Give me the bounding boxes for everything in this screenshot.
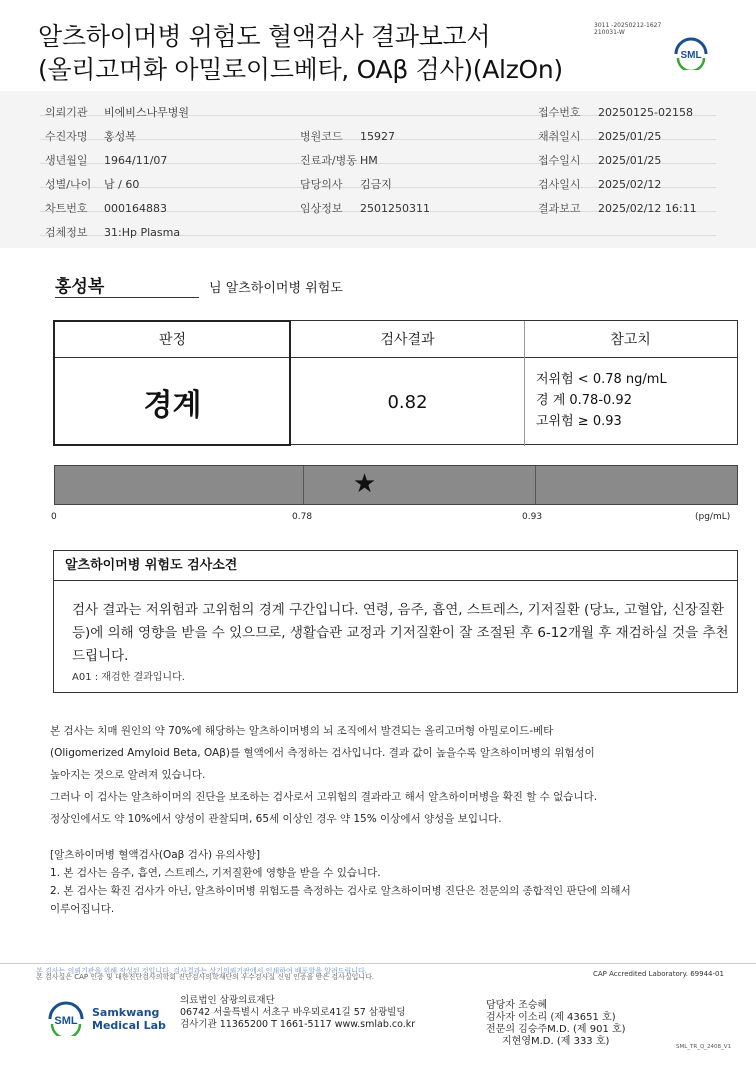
cap-accreditation: CAP Accredited Laboratory. 69944-01: [593, 970, 724, 978]
footer-brand-line: Medical Lab: [92, 1019, 166, 1032]
footer-staff-line: 지현영M.D. (제 333 호): [502, 1036, 610, 1047]
specimen-value: 31:Hp Plasma: [104, 226, 181, 239]
document-id-line2: 210031-W: [594, 29, 625, 36]
judgement-highlight-box: [53, 320, 291, 446]
receipt-no-value: 20250125-02158: [598, 106, 693, 119]
precaution-item: 이루어집니다.: [50, 903, 115, 915]
footer-address-line: 의료법인 삼광의료재단: [180, 995, 275, 1006]
sex-age-value: 남 / 60: [104, 178, 140, 191]
result-marker-star-icon: ★: [352, 469, 377, 499]
result-table: [53, 320, 738, 445]
footer-address: [180, 995, 415, 1031]
description-line: 본 검사는 치매 원인의 약 70%에 해당하는 알츠하이머병의 뇌 조직에서 발견되는 올리고머형 아밀로이드-베타: [50, 725, 554, 737]
findings-box: [53, 550, 738, 693]
institution-value: 비에비스나무병원: [104, 106, 190, 119]
institution-label: 의뢰기관: [45, 106, 88, 119]
collect-date-label: 채취일시: [538, 130, 581, 143]
judgement-header: 판정: [54, 321, 291, 358]
dept-value: HM: [360, 154, 378, 167]
footer-brand-line: Samkwang: [92, 1006, 160, 1019]
footer-disclaimer: [36, 967, 374, 982]
patient-label: 수진자명: [45, 130, 88, 143]
precautions-title: [알츠하이머병 혈액검사(Oaβ 검사) 유의사항]: [50, 849, 261, 861]
risk-scale-bar: [54, 465, 738, 505]
birth-label: 생년월일: [45, 154, 88, 167]
collect-date-value: 2025/01/25: [598, 130, 662, 143]
footer-disclaimer-line: 본 검사실은 CAP 인증 및 대한진단검사의학회 진단검사의학재단의 우수검사실 신임 인증을 받은 검사실입니다.: [36, 973, 375, 981]
reference-range-list: [536, 369, 667, 432]
footer-staff: [486, 1000, 626, 1048]
sml-footer-logo-icon: [44, 1000, 88, 1036]
report-date-value: 2025/02/12 16:11: [598, 202, 697, 215]
footer-address-line: 검사기관 11365200 T 1661-5117 www.smlab.co.kr: [180, 1019, 416, 1030]
axis-label-high-cutoff: 0.93: [522, 512, 543, 522]
axis-label-zero: 0: [51, 512, 57, 522]
test-description: [50, 720, 730, 830]
reference-border: 경 계 0.78-0.92: [536, 393, 632, 408]
receipt-no-label: 접수번호: [538, 106, 581, 119]
footer-staff-line: 전문의 김승주M.D. (제 901 호): [486, 1024, 626, 1035]
description-line: 그러나 이 검사는 알츠하이머의 진단을 보조하는 검사로서 고위험의 결과라고 해서 알츠하이머병을 확진 할 수 없습니다.: [50, 791, 598, 803]
report-date-label: 결과보고: [538, 202, 581, 215]
findings-code: A01 : 재검한 결과입니다.: [72, 672, 185, 683]
specimen-label: 검체정보: [45, 226, 88, 239]
patient-value: 홍성복: [104, 130, 136, 143]
birth-value: 1964/11/07: [104, 154, 168, 167]
result-value: 0.82: [387, 391, 428, 413]
sml-logo-text: SML: [680, 50, 702, 61]
chart-no-value: 000164883: [104, 202, 167, 215]
patient-info-panel: [0, 91, 756, 248]
sml-logo-icon: [670, 34, 712, 70]
footer-staff-line: 담당자 조승혜: [486, 1000, 548, 1011]
footer-address-line: 06742 서울특별시 서초구 바우뫼로41길 57 삼광빌딩: [180, 1007, 406, 1018]
footer-divider: [0, 963, 756, 964]
chart-no-label: 차트번호: [45, 202, 88, 215]
footer-staff-line: 검사자 이소리 (제 43651 호): [486, 1012, 616, 1023]
precaution-item: 2. 본 검사는 확진 검사가 아닌, 알츠하이머병 위험도를 측정하는 검사로 알츠하이머병 진단은 전문의의 종합적인 판단에 의해서: [50, 885, 631, 897]
dept-label: 진료과/병동: [300, 154, 357, 167]
column-divider: [524, 321, 525, 446]
doctor-value: 김금지: [360, 178, 392, 191]
findings-text: 검사 결과는 저위험과 고위험의 경계 구간입니다. 연령, 음주, 흡연, 스트레스, 기저질환 (당뇨, 고혈압, 신장질환 등)에 의해 영향을 받을 수 있으므로, 생활습관 교정과 기저질환이 잘 조절된 후 6-12개월 후 재검하실 것을 추천드립니다.: [72, 602, 729, 664]
low-cutoff-tick: [303, 466, 304, 504]
reference-high: 고위험 ≥ 0.93: [536, 414, 622, 429]
patient-name-heading: 홍성복: [55, 277, 105, 297]
sex-age-label: 성별/나이: [45, 178, 92, 191]
footer-brand: [92, 1006, 166, 1032]
sml-footer-logo-text: SML: [54, 1015, 78, 1027]
description-line: (Oligomerized Amyloid Beta, OAβ)를 혈액에서 측정하는 검사입니다. 결과 값이 높을수록 알츠하이머병의 위험성이: [50, 747, 595, 759]
precaution-item: 1. 본 검사는 음주, 흡연, 스트레스, 기저질환에 영향을 받을 수 있습니다.: [50, 867, 381, 879]
document-id: [594, 22, 661, 36]
report-title: [38, 20, 563, 86]
clinical-info-label: 임상정보: [300, 202, 343, 215]
doctor-label: 담당의사: [300, 178, 343, 191]
findings-title: 알츠하이머병 위험도 검사소견: [54, 551, 737, 581]
description-line: 정상인에서도 약 10%에서 양성이 관찰되며, 65세 이상인 경우 약 15% 이상에서 양성을 보입니다.: [50, 813, 502, 825]
document-id-line1: 3011 -20250212-1627: [594, 22, 662, 29]
footer-disclaimer-line: 본 검사는 의뢰기관을 위해 작성된 것입니다. 검사결과는 상기의뢰기관에서 인쇄하여 배포할을 알려드립니다.: [36, 967, 367, 975]
receive-date-label: 접수일시: [538, 154, 581, 167]
test-date-value: 2025/02/12: [598, 178, 662, 191]
judgement-value: 경계: [143, 388, 202, 423]
name-suffix: 님 알츠하이머병 위험도: [209, 281, 343, 296]
high-cutoff-tick: [535, 466, 536, 504]
hospital-code-label: 병원코드: [300, 130, 343, 143]
result-header: 검사결과: [291, 321, 524, 358]
reference-low: 저위험 < 0.78 ng/mL: [536, 372, 667, 387]
report-title-line1: 알츠하이머병 위험도 혈액검사 결과보고서: [38, 22, 491, 51]
reference-header: 참고치: [524, 321, 737, 358]
description-line: 높아지는 것으로 알려져 있습니다.: [50, 769, 206, 781]
axis-label-low-cutoff: 0.78: [292, 512, 313, 522]
receive-date-value: 2025/01/25: [598, 154, 662, 167]
axis-unit-label: (pg/mL): [695, 512, 731, 522]
precautions: [50, 846, 730, 918]
form-code: SML_TR_Q_2408_V1: [676, 1044, 732, 1050]
name-underline: [55, 297, 199, 298]
test-date-label: 검사일시: [538, 178, 581, 191]
report-title-line2: (올리고머화 아밀로이드베타, OAβ 검사)(AlzOn): [38, 55, 563, 84]
clinical-info-value: 2501250311: [360, 202, 430, 215]
hospital-code-value: 15927: [360, 130, 395, 143]
